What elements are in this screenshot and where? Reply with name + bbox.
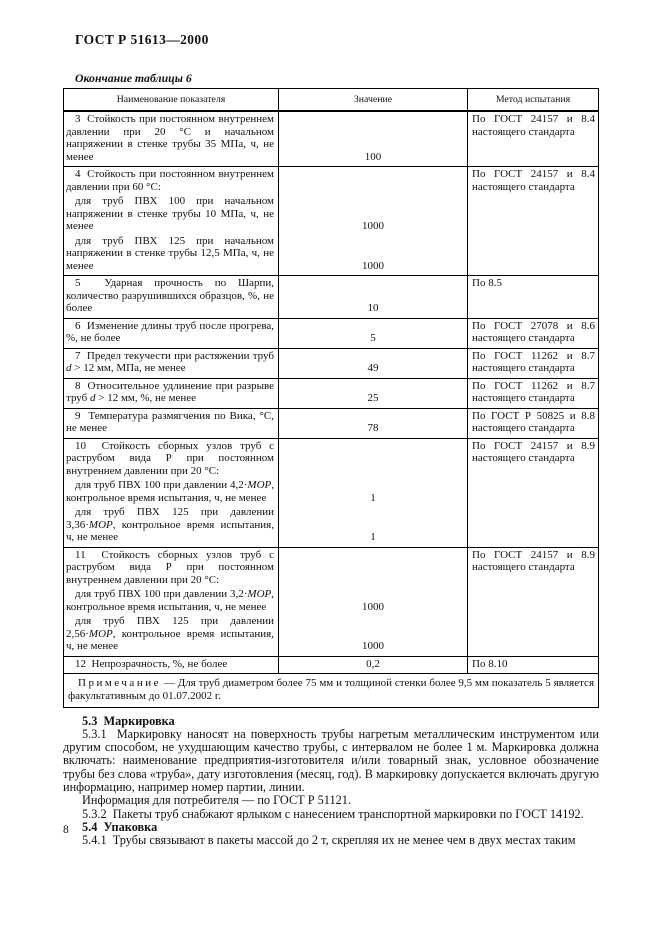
row-segment [64,167,468,194]
test-method: По ГОСТ 24157 и 8.9 настоящего стандарта [472,439,595,464]
filler-text [64,316,279,318]
section-heading-5-4: 5.4 Упаковка [82,819,158,834]
test-method: По ГОСТ 11262 и 8.7 настоящего стандарта [472,349,595,374]
segment-filler [64,436,468,438]
table-row [64,657,598,675]
indicator-value: 1 [279,505,468,545]
row-main-cells [64,409,468,438]
page-number: 8 [63,824,69,836]
test-method: По ГОСТ 24157 и 8.4 настоящего стандарта [472,113,595,138]
table-row [64,409,598,439]
indicator-value: 49 [279,349,468,376]
filler-value [279,316,468,318]
indicator-text: для труб ПВХ 100 при начальном напряжении в стенке трубы 10 МПа, ч, не менее [64,194,279,234]
document-title: ГОСТ Р 51613—2000 [75,32,209,47]
segment-filler [64,376,468,378]
page-content [63,33,599,848]
column-header-value: Значение [279,89,468,110]
segment-filler [64,273,468,275]
table-caption: Окончание таблицы 6 [75,71,192,85]
row-segment [64,587,468,614]
indicator-value: 100 [279,112,468,164]
paragraph-5-4-1: 5.4.1 Трубы связывают в пакеты массой до 2 т, скрепляя их не менее чем в двух местах таким [82,833,576,848]
row-main-cells [64,276,468,318]
indicator-value: 1000 [279,587,468,614]
filler-text [64,406,279,408]
indicator-value: 1 [279,478,468,505]
indicator-text: 3 Стойкость при постоянном внутреннем давлении при 20 °С и начальном напряжении в стенке трубы 35 МПа, ч, не менее [64,112,279,164]
filler-value [279,346,468,348]
row-segment [64,409,468,436]
filler-value [279,273,468,275]
row-segment [64,276,468,316]
segment-filler [64,316,468,318]
indicator-value: 78 [279,409,468,436]
indicator-value: 10 [279,276,468,316]
test-method: По ГОСТ 11262 и 8.7 настоящего стандарта [472,379,595,404]
indicator-text: для труб ПВХ 100 при давлении 4,2·МОР, контрольное время испытания, ч, не менее [64,478,279,505]
filler-value [279,671,468,673]
row-main-cells [64,167,468,275]
indicator-value: 0,2 [279,657,468,672]
table-row [64,548,598,657]
indicator-text: для труб ПВХ 125 при давлении 2,56·МОР, контрольное время испытания, ч, не менее [64,614,279,654]
row-main-cells [64,657,468,674]
indicator-value [279,548,468,588]
table-row [64,276,598,319]
segment-filler [64,406,468,408]
table-row [64,319,598,349]
row-main-cells [64,548,468,656]
row-main-cells [64,112,468,166]
row-segment [64,349,468,376]
row-segment [64,319,468,346]
indicator-text: 10 Стойкость сборных узлов труб с раструбом вида Р при постоянном внутреннем давлении при 20 °С: [64,439,279,479]
segment-filler [64,164,468,166]
filler-value [279,436,468,438]
row-segment [64,614,468,654]
indicator-value: 1000 [279,194,468,234]
row-main-cells [64,349,468,378]
row-segment [64,505,468,545]
indicator-text: для труб ПВХ 125 при начальном напряжении в стенке трубы 12,5 МПа, ч, не менее [64,234,279,274]
filler-value [279,406,468,408]
table-header-row [64,89,598,112]
column-header-indicator: Наименование показателя [64,89,279,110]
filler-value [279,654,468,656]
row-main-cells [64,379,468,408]
note-label: Примечание [78,677,161,689]
filler-text [64,376,279,378]
indicator-value [279,439,468,479]
body-text [63,715,599,848]
row-segment [64,194,468,234]
row-segment [64,379,468,406]
test-method: По 8.5 [472,277,502,289]
segment-filler [64,671,468,673]
column-header-method: Метод испытания [495,94,571,105]
indicator-text: 8 Относительное удлинение при разрыве труб d > 12 мм, %, не менее [64,379,279,406]
test-method: По ГОСТ 27078 и 8.6 настоящего стандарта [472,319,595,344]
indicator-text: 5 Ударная прочность по Шарпи, количество разрушившихся образцов, %, не более [64,276,279,316]
filler-value [279,376,468,378]
note-text: — Для труб диаметром более 75 мм и толщиной стенки более 9,5 мм показатель 5 является факультативным до 01.07.2002 г. [68,677,595,702]
segment-filler [64,346,468,348]
table-body [64,112,598,674]
indicator-value: 5 [279,319,468,346]
filler-text [64,654,279,656]
segment-filler [64,545,468,547]
test-method: По ГОСТ 24157 и 8.9 настоящего стандарта [472,548,595,573]
indicator-text: 7 Предел текучести при растяжении труб d > 12 мм, МПа, не менее [64,349,279,376]
table-row [64,112,598,167]
row-segment [64,478,468,505]
filler-text [64,164,279,166]
row-main-cells [64,319,468,348]
indicator-text: 11 Стойкость сборных узлов труб с раструбом вида Р при постоянном внутреннем давлении при 20 °С: [64,548,279,588]
indicator-text: 6 Изменение длины труб после прогрева, %, не более [64,319,279,346]
table-row [64,167,598,276]
filler-text [64,545,279,547]
paragraph-5-3-1: 5.3.1 Маркировку наносят на поверхность трубы нагретым металлическим инструментом или другим способом, не ухудшающим качество трубы, с интервалом не более 1 м. Маркировка должна включать: наименование предприятия-изготовителя и/или товарный знак, условное обозначение трубы без слова «труба», дату изготовления (месяц, год). В маркировку допускается включать другую информацию, например номер партии, линии. [63,726,599,795]
filler-text [64,346,279,348]
filler-text [64,436,279,438]
row-segment [64,657,468,672]
indicator-text: для труб ПВХ 100 при давлении 3,2·МОР, контрольное время испытания, ч, не менее [64,587,279,614]
row-segment [64,439,468,479]
table-row [64,379,598,409]
table-note [64,674,598,707]
indicators-table [63,88,599,708]
test-method: По ГОСТ Р 50825 и 8.8 настоящего стандарта [472,409,595,434]
paragraph-5-3-2: 5.3.2 Пакеты труб снабжают ярлыком с нанесением транспортной маркировки по ГОСТ 14192. [82,806,584,821]
filler-text [64,273,279,275]
filler-value [279,164,468,166]
table-row [64,439,598,548]
indicator-text: 4 Стойкость при постоянном внутреннем давлении при 60 °С: [64,167,279,194]
indicator-text: 9 Температура размягчения по Вика, °С, не менее [64,409,279,436]
segment-filler [64,654,468,656]
row-segment [64,234,468,274]
indicator-text: 12 Непрозрачность, %, не более [64,657,279,672]
filler-text [64,671,279,673]
row-segment [64,112,468,164]
indicator-value: 1000 [279,614,468,654]
indicator-value: 1000 [279,234,468,274]
indicator-value: 25 [279,379,468,406]
indicator-value [279,167,468,194]
indicator-text: для труб ПВХ 125 при давлении 3,36·МОР, контрольное время испытания, ч, не менее [64,505,279,545]
row-main-cells [64,439,468,547]
filler-value [279,545,468,547]
table-row [64,349,598,379]
paragraph-consumer-info: Информация для потребителя — по ГОСТ Р 51121. [82,793,352,808]
test-method: По ГОСТ 24157 и 8.4 настоящего стандарта [472,168,595,193]
section-heading-5-3: 5.3 Маркировка [82,713,175,728]
test-method: По 8.10 [472,657,508,670]
row-segment [64,548,468,588]
